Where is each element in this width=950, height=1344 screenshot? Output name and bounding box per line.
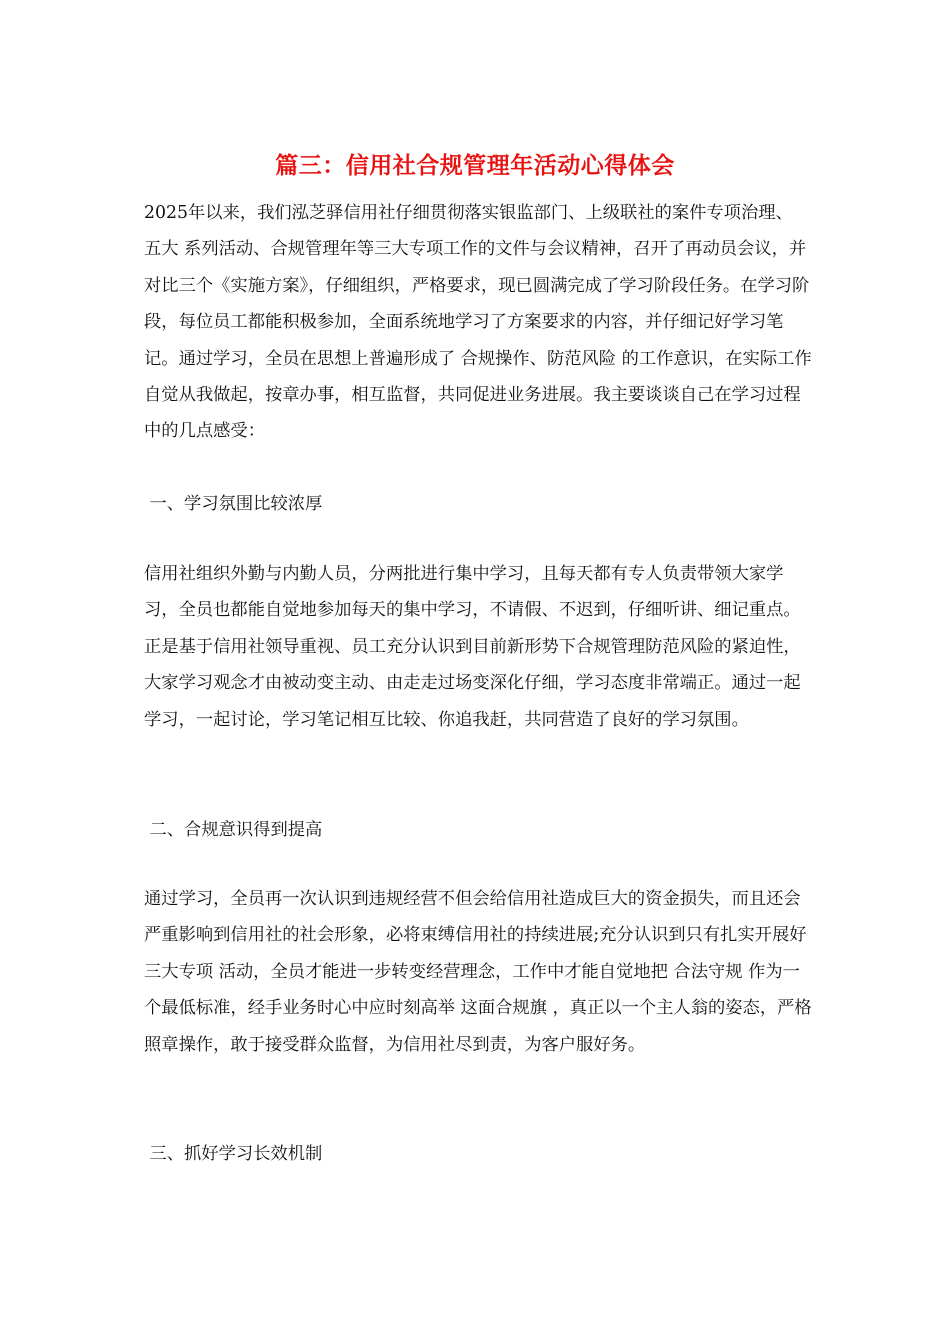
section-heading-3: 三、抓好学习长效机制	[144, 1144, 323, 1164]
section-heading-1: 一、学习氛围比较浓厚	[144, 494, 323, 514]
section-heading-2: 二、合规意识得到提高	[144, 820, 323, 840]
section-paragraph-1: 信用社组织外勤与内勤人员，分两批进行集中学习，且每天都有专人负责带领大家学习，全员也都能自觉地参加每天的集中学习，不请假、不迟到，仔细听讲、细记重点。正是基于信用社领导重视、员工充分认识到目前新形势下合规管理防范风险的紧迫性，大家学习观念才由被动变主动、由走走过场变深化仔细，学习态度非常端正。通过一起学习，一起讨论，学习笔记相互比较、你追我赶，共同营造了良好的学习氛围。	[144, 564, 801, 730]
document-title: 篇三：信用社合规管理年活动心得体会	[275, 153, 675, 179]
intro-paragraph: 2025年以来，我们泓芝驿信用社仔细贯彻落实银监部门、上级联社的案件专项治理、 五大 系列活动、合规管理年等三大专项工作的文件与会议精神，召开了再动员会议，并对比三个《实施方案》，仔细组织，严格要求，现已圆满完成了学习阶段任务。在学习阶段，每位员工都能积极参加，全面系统地学习了方案要求的内容，并仔细记好学习笔记。通过学习，全员在思想上普遍形成了 合规操作、防范风险 的工作意识，在实际工作自觉从我做起，按章办事，相互监督，共同促进业务进展。我主要谈谈自己在学习过程中的几点感受：	[144, 203, 812, 442]
section-paragraph-2: 通过学习，全员再一次认识到违规经营不但会给信用社造成巨大的资金损失，而且还会严重影响到信用社的社会形象，必将束缚信用社的持续进展;充分认识到只有扎实开展好 三大专项 活动，全员才能进一步转变经营理念，工作中才能自觉地把 合法守规 作为一个最低标准，经手业务时心中应时刻高举 这面合规旗 ，真正以一个主人翁的姿态，严格照章操作，敢于接受群众监督，为信用社尽到责，为客户服好务。	[144, 889, 812, 1055]
